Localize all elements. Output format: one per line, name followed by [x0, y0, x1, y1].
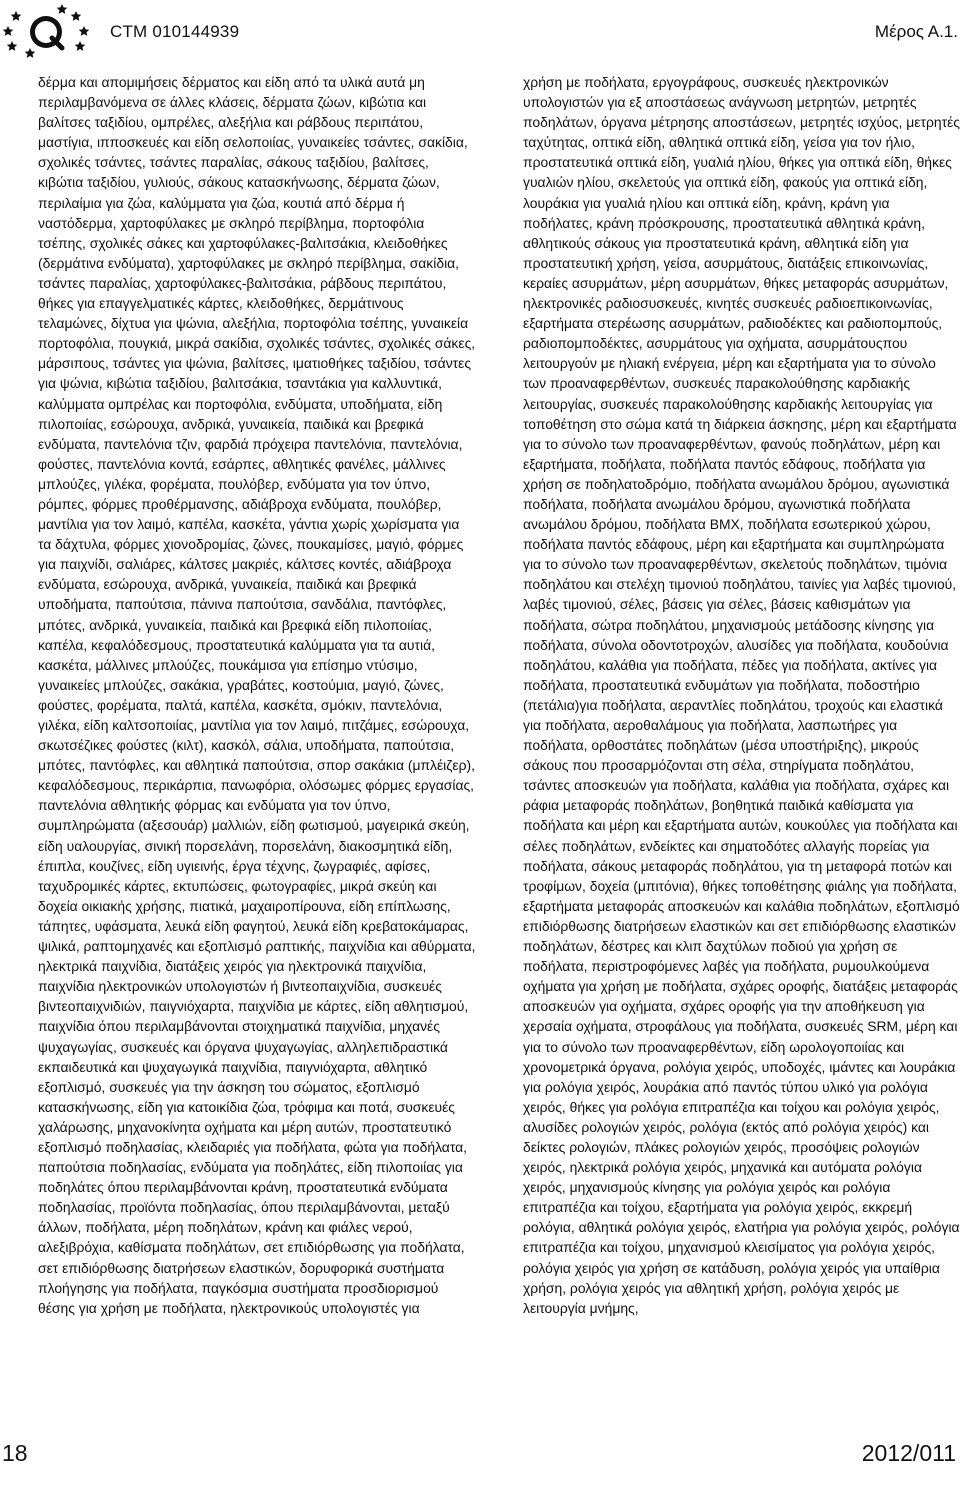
ohim-logo-icon [2, 2, 90, 58]
left-column [38, 72, 476, 1318]
right-column-text: χρήση με ποδήλατα, εργογράφους, συσκευές ηλεκτρονικών υπολογιστών για εξ αποστάσεως ανάγνωση μετρητών, μετρητές ποδηλάτων, όργανα μέτρησης αποστάσεων, μετρητές ισχύος, μετρητές ταχύτητας, οπτικά είδη, αθλητικά οπτικά είδη, γείσα για τον ήλιο, προστατευτικά οπτικά είδη, γυαλιά ηλίου, θήκες για οπτικά είδη, θήκες γυαλιών ηλίου, σκελετούς για οπτικά είδη, φακούς για οπτικά είδη, λουράκια για γυαλιά ηλίου και οπτικά είδη, κράνη, κράνη για ποδήλατες, κράνη πρόσκρουσης, προστατευτικά αθλητικά κράνη, αθλητικούς σάκους για προστατευτικά κράνη, αθλητικά είδη για προστατευτική χρήση, γείσα, ασυρμάτους, διατάξεις επικοινωνίας, κεραίες ασυρμάτων, μέρη ασυρμάτων, θήκες μεταφοράς ασυρμάτων, ηλεκτρονικές ραδιοσυσκευές, κινητές συσκευές ραδιοεπικοινωνίας, εξαρτήματα στερέωσης ασυρμάτων, ραδιοδέκτες και ραδιοπομπούς, ραδιοπομποδέκτες, ασυρμάτους για οχήματα, ασυρμάτουςπου λειτουργούν με ηλιακή ενέργεια, μέρη και εξαρτήματα για το σύνολο των προαναφερθέντων, συσκευές παρακολούθησης καρδιακής λειτουργίας, συσκευές παρακολούθησης καρδιακής λειτουργίας για τοποθέτηση στο σώμα κατά τη διάρκεια άσκησης, μέρη και εξαρτήματα για το σύνολο των προαναφερθέντων, φανούς ποδηλάτων, μέρη και εξαρτήματα, ποδήλατα, ποδήλατα παντός εδάφους, ποδήλατα για χρήση σε ποδηλατοδρόμιο, ποδήλατα ανωμάλου δρόμου, αγωνιστικά ποδήλατα, ποδήλατα ανωμάλου δρόμου, αγωνιστικά ποδήλατα ανωμάλου δρόμου, ποδήλατα BMX, ποδήλατα εσωτερικού χώρου, ποδήλατα παντός εδάφους, μέρη και εξαρτήματα και συμπληρώματα για το σύνολο των προαναφερθέντων, σκελετούς ποδηλάτων, τιμόνια ποδηλάτου και στελέχη τιμονιού ποδηλάτου, ταινίες για λαβές τιμονιού, λαβές τιμονιού, σέλες, βάσεις για σέλες, βάσεις καθισμάτων για ποδήλατα, σώτρα ποδηλάτου, μηχανισμούς μετάδοσης κίνησης για ποδήλατα, σύνολα οδοντοτροχών, αλυσίδες για ποδήλατα, κουδούνια ποδηλάτου, καλάθια για ποδήλατα, πέδες για ποδήλατα, ακτίνες για ποδήλατα, προστατευτικά ενδυμάτων για ποδήλατα, ποδοστήριο (πετάλια)για ποδήλατα, αεραντλίες ποδηλάτου, τροχούς και ελαστικά για ποδήλατα, αεροθαλάμους για ποδήλατα, λασπωτήρες για ποδήλατα, ορθοστάτες ποδηλάτων (μέσα υποστήριξης), μικρούς σάκους που προσαρμόζονται στη σέλα, στηρίγματα ποδηλάτου, τσάντες αποσκευών για ποδήλατα, καλάθια για ποδήλατα, σχάρες και ράφια μεταφοράς ποδηλάτων, βοηθητικά παιδικά καθίσματα για ποδήλατα και μέρη και εξαρτήματα αυτών, κουκούλες για ποδήλατα και σέλες ποδηλάτων, ενδείκτες και σηματοδότες αλλαγής πορείας για ποδήλατα, σάκους μεταφοράς ποδηλάτου, για τη μεταφορά ποτών και τροφίμων, δοχεία (μπιτόνια), θήκες τοποθέτησης φιάλης για ποδήλατα, εξαρτήματα μεταφοράς αποσκευών και καλάθια ποδηλάτων, εξοπλισμό επιδιόρθωσης διατρήσεων ελαστικών και σετ επιδιόρθωσης ελαστικών ποδηλάτων, δέστρες και κλιπ δαχτύλων ποδιού για χρήση σε ποδήλατα, περιστροφόμενες λαβές για ποδήλατα, ρυμουλκούμενα οχήματα για χρήση με ποδήλατα, σχάρες οροφής, διατάξεις μεταφοράς αποσκευών για οχήματα, σχάρες οροφής για την αποθήκευση για χερσαία οχήματα, στροφάλους για ποδήλατα, συσκευές SRM, μέρη και για το σύνολο των προαναφερθέντων, είδη ωρολογοποιίας και χρονομετρικά όργανα, ρολόγια χειρός, υποδοχές, ιμάντες και λουράκια για ρολόγια χειρός, λουράκια από παντός τύπου υλικό για ρολόγια χειρός, θήκες για ρολόγια επιτραπέζια και τοίχου και ρολόγια χειρός, αλυσίδες ρολογιών χειρός, ρολόγια (εκτός από ρολόγια χειρός) και δείκτες ρολογιών, πλάκες ρολογιών χειρός, προσόψεις ρολογιών χειρός, ηλεκτρικά ρολόγια χειρός, μηχανικά και αυτόματα ρολόγια χειρός, μηχανισμούς κίνησης για ρολόγια χειρός και ρολόγια επιτραπέζια και τοίχου, εξαρτήματα για ρολόγια χειρός, εκκρεμή ρολόγια, αθλητικά ρολόγια χειρός, ελατήρια για ρολόγια χειρός, ρολόγια επιτραπέζια και τοίχου, μηχανισμού κλεισίματος για ρολόγια χειρός, ρολόγια χειρός για χρήση σε κατάδυση, ρολόγια χειρός για υπαίθρια χρήση, ρολόγια χειρός για αθλητική χρήση, ρολόγια χειρός με λειτουργία μνήμης, [523, 74, 960, 1316]
issue-number: 2012/011 [861, 1440, 956, 1466]
right-column [523, 72, 960, 1318]
page-number: 18 [2, 1440, 28, 1466]
left-column-text: δέρμα και απομιμήσεις δέρματος και είδη από τα υλικά αυτά μη περιλαμβανόμενα σε άλλες κλάσεις, δέρματα ζώων, κιβώτια και βαλίτσες ταξιδίου, ομπρέλες, αλεξήλια και ράβδους περιπάτου, μαστίγια, ιπποσκευές και είδη σελοποιίας, γυναικείες τσάντες, σακίδια, σχολικές τσάντες, τσάντες παραλίας, σάκους ταξιδίου, βαλίτσες, κιβώτια ταξιδίου, γυλιούς, σάκους κατασκήνωσης, δέρματα ζώων, περιλαίμια για ζώα, καλύμματα για ζώα, κουτιά από δέρμα ή ναστόδερμα, χαρτοφύλακες με σκληρό περίβλημα, πορτοφόλια τσέπης, σχολικές σάκες και χαρτοφύλακες-βαλιτσάκια, κλειδοθήκες (δερμάτινα ενδύματα), χαρτοφύλακες με σκληρό περίβλημα, σακίδια, τσάντες παραλίας, χαρτοφύλακες-βαλιτσάκια, ράβδους περιπάτου, θήκες για επαγγελματικές κάρτες, κλειδοθήκες, δερμάτινους τελαμώνες, δίχτυα για ψώνια, αλεξήλια, πορτοφόλια τσέπης, γυναικεία πορτοφόλια, πουγκιά, μικρά σακίδια, σχολικές τσάντες, σχολικές σάκες, μάρσιπους, τσάντες για ψώνια, βαλίτσες, ιματιοθήκες ταξιδίου, τσάντες για ψώνια, κιβώτια ταξιδίου, βαλιτσάκια, τσαντάκια για καλλυντικά, καλύμματα ομπρέλας και πορτοφόλια, ενδύματα, υποδήματα, είδη πιλοποιίας, εσώρουχα, ανδρικά, γυναικεία, παιδικά και βρεφικά ενδύματα, παντελόνια τζιν, φαρδιά πρόχειρα παντελόνια, παντελόνια, φούστες, παντελόνια κοντά, εσάρπες, αθλητικές φανέλες, μάλλινες μπλούζες, γιλέκα, φορέματα, πουλόβερ, ενδύματα για τον ύπνο, ρόμπες, φόρμες προθέρμανσης, αδιάβροχα ενδύματα, πουλόβερ, μαντίλια για τον λαιμό, καπέλα, κασκέτα, γάντια χωρίς χωρίσματα για τα δάχτυλα, φόρμες χιονοδρομίας, ζώνες, πουκαμίσες, μαγιό, φόρμες για παιχνίδι, σαλιάρες, κάλτσες μακριές, κάλτσες κοντές, αδιάβροχα ενδύματα, εσώρουχα, ανδρικά, γυναικεία, παιδικά και βρεφικά υποδήματα, παπούτσια, πάνινα παπούτσια, σανδάλια, παντόφλες, μπότες, ανδρικά, γυναικεία, παιδικά και βρεφικά είδη πιλοποιίας, καπέλα, κεφαλόδεσμους, προστατευτικά καλύμματα για τα αυτιά, κασκέτα, μάλλινες μπλούζες, πουκάμισα για επίσημο ντύσιμο, γυναικείες μπλούζες, σακάκια, γραβάτες, κοστούμια, μαγιό, ζώνες, φούστες, φορέματα, παλτά, καπέλα, κασκέτα, σμόκιν, παντελόνια, γιλέκα, είδη καλτσοποιίας, μαντίλια για τον λαιμό, πιτζάμες, εσώρουχα, σκωτσέζικες φούστες (κιλτ), κασκόλ, σάλια, υποδήματα, παπούτσια, μπότες, παντόφλες, και αθλητικά παπούτσια, σπορ σακάκια (μπλέιζερ), κεφαλόδεσμους, περικάρπια, πανωφόρια, ολόσωμες φόρμες εργασίας, παντελόνια αθλητικής φόρμας και ενδύματα για τον ύπνο, συμπληρώματα (αξεσουάρ) μαλλιών, είδη φωτισμού, μαγειρικά σκεύη, είδη υαλουργίας, σινική πορσελάνη, πορσελάνη, διακοσμητικά είδη, έπιπλα, κουζίνες, είδη υγιεινής, έργα τέχνης, ζωγραφιές, αφίσες, ταχυδρομικές κάρτες, εκτυπώσεις, φωτογραφίες, μικρά σκεύη και δοχεία οικιακής χρήσης, πιατικά, μαχαιροπίρουνα, είδη επίπλωσης, τάπητες, υφάσματα, λευκά είδη φαγητού, λευκά είδη κρεβατοκάμαρας, ψιλικά, ραπτομηχανές και εξοπλισμό ραπτικής, παιχνίδια και αθύρματα, ηλεκτρικά παιχνίδια, διατάξεις χειρός για ηλεκτρονικά παιχνίδια, παιχνίδια ηλεκτρονικών υπολογιστών ή βιντεοπαιχνίδια, συσκευές βιντεοπαιχνιδιών, παιγνιόχαρτα, παιχνίδια με κάρτες, είδη αθλητισμού, παιχνίδια όπου περιλαμβάνονται στοιχηματικά παιχνίδια, μηχανές ψυχαγωγίας, συσκευές και όργανα ψυχαγωγίας, αλληλεπιδραστικά εκπαιδευτικά και ψυχαγωγικά παιχνίδια, παιγνιόχαρτα, αθλητικό εξοπλισμό, συσκευές για την άσκηση του σώματος, εξοπλισμό κατασκήνωσης, είδη για κατοικίδια ζώα, τρόφιμα και ποτά, συσκευές χαλάρωσης, μηχανοκίνητα οχήματα και μέρη αυτών, προστατευτικό εξοπλισμό ποδηλασίας, κλειδαριές για ποδήλατα, φώτα για ποδήλατα, παπούτσια ποδηλασίας, ενδύματα για ποδηλάτες, είδη πιλοποιίας για ποδηλάτες όπου περιλαμβάνονται κράνη, προστατευτικά ενδύματα ποδηλασίας, προϊόντα ποδηλασίας, όπου περιλαμβάνονται, μεταξύ άλλων, ποδήλατα, μέρη ποδηλάτων, κράνη και φιάλες νερού, αλεξιβρόχια, καθίσματα ποδηλάτων, σετ επιδιόρθωσης για ποδήλατα, σετ επιδιόρθωσης διατρήσεων ελαστικών, δορυφορικά συστήματα πλοήγησης για ποδήλατα, παγκόσμια συστήματα προσδιορισμού θέσης για χρήση με ποδήλατα, ηλεκτρονικούς υπολογιστές για [38, 74, 476, 1316]
document-id: CTM 010144939 [110, 22, 240, 41]
part-label: Μέρος Α.1. [874, 22, 958, 41]
page-header [0, 0, 960, 62]
